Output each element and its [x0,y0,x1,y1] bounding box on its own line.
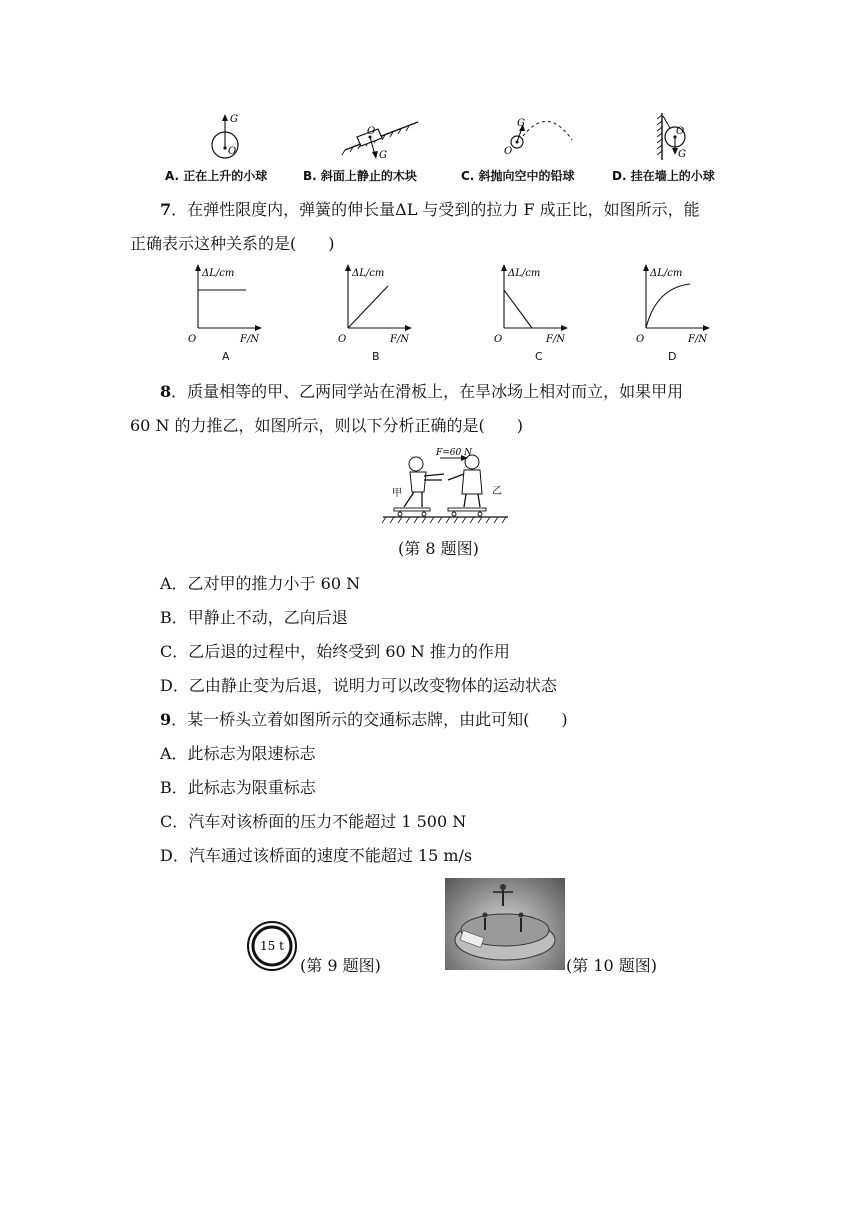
q10-photo-drawing [445,878,565,970]
q7-stem-line1 [160,199,700,221]
q6-option-a[interactable]: A. 正在上升的小球 [165,169,268,183]
q6-d-label-g: G [678,149,686,160]
q6-c-label-o: O [504,146,513,157]
q9-option-d[interactable]: D．汽车通过该桥面的速度不能超过 15 m/s [160,846,473,865]
q6-option-c[interactable]: C. 斜抛向空中的铅球 [461,169,575,183]
q8-option-a[interactable]: A．乙对甲的推力小于 60 N [160,574,361,593]
q7-graph-a [188,264,262,345]
q7-option-d[interactable]: D [668,350,677,363]
q8-caption: (第 8 题图) [398,539,479,558]
q7-option-c[interactable]: C [535,350,543,363]
q6-d-label-o: O [676,126,685,137]
q9-option-c[interactable]: C．汽车对该桥面的压力不能超过 1 500 N [160,812,467,831]
q8-stem-line1 [160,381,683,403]
q7-b-xlabel: F/N [390,334,410,345]
q8-option-c[interactable]: C．乙后退的过程中，始终受到 60 N 推力的作用 [160,642,510,661]
q6-figure-c [504,118,572,157]
q6-a-label-g: G [230,114,238,125]
q8-text-line1: ．质量相等的甲、乙两同学站在滑板上，在旱冰场上相对而立，如果甲用 [171,382,684,401]
q8-option-d[interactable]: D．乙由静止变为后退，说明力可以改变物体的运动状态 [160,676,557,695]
q8-label-yi: 乙 [492,486,502,497]
q7-c-xlabel: F/N [546,334,566,345]
q6-b-label-o: O [367,126,376,137]
q7-option-a[interactable]: A [222,350,230,363]
q10-caption: (第 10 题图) [566,956,658,975]
q7-number: 7 [160,200,172,219]
q7-stem-line2: 正确表示这种关系的是( ) [130,234,335,253]
q9-text-line1: ．某一桥头立着如图所示的交通标志牌，由此可知( ) [171,710,568,729]
q7-graph-c [494,264,568,345]
q7-c-origin: O [494,334,503,345]
q10-trampoline-photo [445,878,565,970]
q8-figure [378,444,513,526]
q9-stem-line1 [160,709,568,731]
q7-b-origin: O [338,334,347,345]
q7-b-ylabel: ΔL/cm [352,268,385,279]
q8-number: 8 [160,382,172,401]
q6-figures [150,110,750,165]
q7-c-ylabel: ΔL/cm [508,268,541,279]
q7-graph-b [338,264,412,345]
q6-option-b[interactable]: B. 斜面上静止的木块 [303,169,417,183]
q7-a-ylabel: ΔL/cm [202,268,235,279]
q7-d-xlabel: F/N [688,334,708,345]
q6-c-label-g: G [517,118,525,129]
q7-option-b[interactable]: B [372,350,380,363]
q9-traffic-sign [246,920,298,972]
q8-stem-line2: 60 N 的力推乙，如图所示，则以下分析正确的是( ) [130,416,524,435]
q7-d-ylabel: ΔL/cm [650,268,683,279]
q7-graph-d [636,264,710,345]
q6-option-d[interactable]: D. 挂在墙上的小球 [612,169,715,183]
q8-label-jia: 甲 [392,488,402,499]
q7-graphs [180,262,720,347]
q6-figure-a [212,114,238,158]
q8-option-b[interactable]: B．甲静止不动，乙向后退 [160,608,348,627]
q6-figure-d [657,113,686,160]
q9-option-b[interactable]: B．此标志为限重标志 [160,778,316,797]
q7-text-line1: ．在弹性限度内，弹簧的伸长量ΔL 与受到的拉力 F 成正比，如图所示，能 [171,200,700,219]
q9-number: 9 [160,710,172,729]
q7-a-origin: O [188,334,197,345]
q6-a-label-o: O [228,146,237,157]
q6-b-label-g: G [379,150,387,161]
q7-d-origin: O [636,334,645,345]
q8-force-label: F=60 N [436,448,472,458]
q9-sign-text: 15 t [260,939,284,953]
q6-figure-b [342,122,418,161]
q9-caption: (第 9 题图) [300,956,381,975]
q9-option-a[interactable]: A．此标志为限速标志 [160,744,316,763]
q7-a-xlabel: F/N [240,334,260,345]
